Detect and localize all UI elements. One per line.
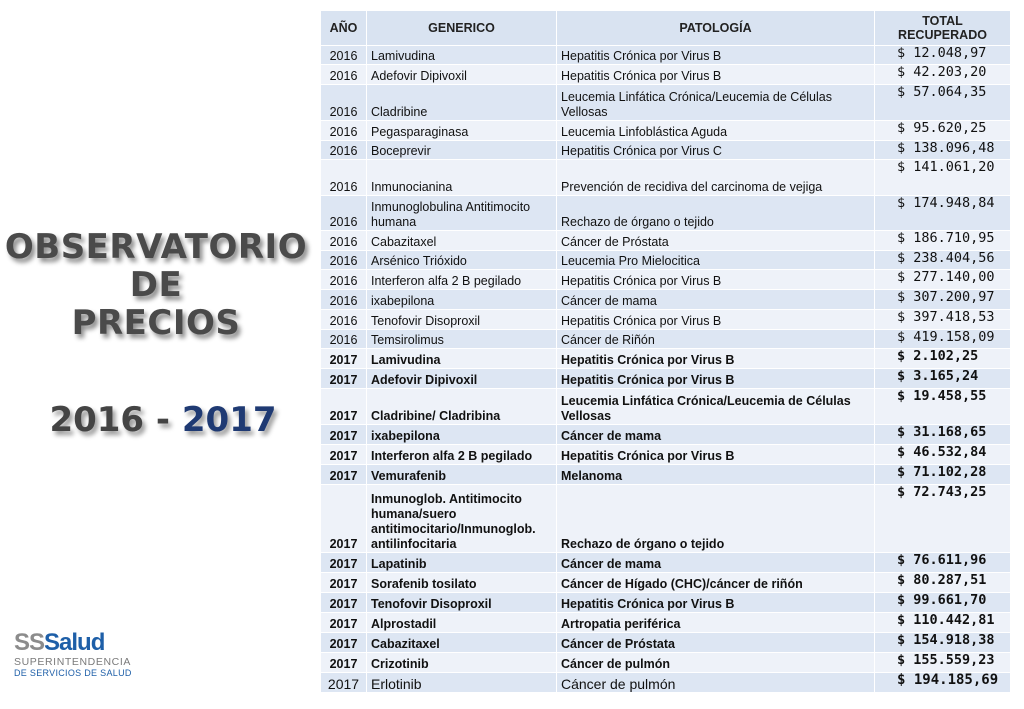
table-row <box>321 141 1011 160</box>
pathology-cell: Cáncer de mama <box>557 425 875 445</box>
generic-cell: Tenofovir Disoproxil <box>367 310 557 330</box>
generic-cell: Cladribine <box>367 85 557 121</box>
pathology-cell: Leucemia Pro Mielocitica <box>557 251 875 270</box>
year-cell: 2017 <box>321 673 367 693</box>
generic-cell: Interferon alfa 2 B pegilado <box>367 270 557 290</box>
total-cell: $ 2.102,25 <box>875 349 1011 369</box>
pathology-cell: Leucemia Linfática Crónica/Leucemia de Células Vellosas <box>557 85 875 121</box>
total-cell: $ 19.458,55 <box>875 389 1011 425</box>
table-row <box>321 369 1011 389</box>
year-cell: 2016 <box>321 251 367 270</box>
generic-cell: Inmunocianina <box>367 160 557 196</box>
table-row <box>321 485 1011 553</box>
total-cell: $ 71.102,28 <box>875 465 1011 485</box>
generic-cell: ixabepilona <box>367 290 557 310</box>
pathology-cell: Cáncer de Próstata <box>557 633 875 653</box>
year-start: 2016 <box>49 400 145 440</box>
table-row <box>321 65 1011 85</box>
year-cell: 2017 <box>321 425 367 445</box>
year-separator: - <box>144 400 182 440</box>
sssalud-logo <box>14 629 134 679</box>
logo-subtitle-2: DE SERVICIOS DE SALUD <box>14 668 132 678</box>
title-line-2: DE <box>129 265 183 305</box>
total-cell: $ 95.620,25 <box>875 121 1011 141</box>
total-cell: $ 419.158,09 <box>875 330 1011 349</box>
year-cell: 2017 <box>321 465 367 485</box>
header-generic: GENERICO <box>367 11 557 46</box>
generic-cell: Lapatinib <box>367 553 557 573</box>
table-row <box>321 349 1011 369</box>
total-cell: $ 186.710,95 <box>875 231 1011 251</box>
total-cell: $ 31.168,65 <box>875 425 1011 445</box>
table-row <box>321 251 1011 270</box>
year-cell: 2017 <box>321 389 367 425</box>
generic-cell: Tenofovir Disoproxil <box>367 593 557 613</box>
slide-title <box>0 228 312 342</box>
table-row <box>321 270 1011 290</box>
year-cell: 2017 <box>321 349 367 369</box>
pathology-cell: Hepatitis Crónica por Virus B <box>557 369 875 389</box>
pathology-cell: Cáncer de pulmón <box>557 673 875 693</box>
table-header-row <box>321 11 1011 46</box>
pathology-cell: Cáncer de Riñón <box>557 330 875 349</box>
generic-cell: Temsirolimus <box>367 330 557 349</box>
total-cell: $ 194.185,69 <box>875 673 1011 693</box>
generic-cell: Cladribine/ Cladribina <box>367 389 557 425</box>
pathology-cell: Cáncer de Hígado (CHC)/cáncer de riñón <box>557 573 875 593</box>
pathology-cell: Cáncer de Próstata <box>557 231 875 251</box>
price-table <box>320 10 1011 693</box>
total-cell: $ 110.442,81 <box>875 613 1011 633</box>
table-row <box>321 553 1011 573</box>
year-end: 2017 <box>181 400 277 440</box>
pathology-cell: Leucemia Linfática Crónica/Leucemia de Células Vellosas <box>557 389 875 425</box>
total-cell: $ 277.140,00 <box>875 270 1011 290</box>
year-cell: 2017 <box>321 445 367 465</box>
table-row <box>321 231 1011 251</box>
generic-cell: Adefovir Dipivoxil <box>367 65 557 85</box>
table-row <box>321 310 1011 330</box>
pathology-cell: Hepatitis Crónica por Virus B <box>557 349 875 369</box>
total-cell: $ 3.165,24 <box>875 369 1011 389</box>
total-cell: $ 57.064,35 <box>875 85 1011 121</box>
table-row <box>321 613 1011 633</box>
year-cell: 2016 <box>321 231 367 251</box>
table-row <box>321 653 1011 673</box>
pathology-cell: Prevención de recidiva del carcinoma de vejiga <box>557 160 875 196</box>
generic-cell: Interferon alfa 2 B pegilado <box>367 445 557 465</box>
total-cell: $ 138.096,48 <box>875 141 1011 160</box>
year-cell: 2016 <box>321 85 367 121</box>
table-row <box>321 445 1011 465</box>
pathology-cell: Cáncer de pulmón <box>557 653 875 673</box>
table-row <box>321 121 1011 141</box>
generic-cell: Alprostadil <box>367 613 557 633</box>
generic-cell: Lamivudina <box>367 349 557 369</box>
table-row <box>321 633 1011 653</box>
generic-cell: Pegasparaginasa <box>367 121 557 141</box>
pathology-cell: Leucemia Linfoblástica Aguda <box>557 121 875 141</box>
title-line-1: OBSERVATORIO <box>4 227 308 267</box>
total-cell: $ 72.743,25 <box>875 485 1011 553</box>
generic-cell: Vemurafenib <box>367 465 557 485</box>
header-pathology: PATOLOGÍA <box>557 11 875 46</box>
year-cell: 2017 <box>321 613 367 633</box>
header-total: TOTAL RECUPERADO <box>875 11 1011 46</box>
table-row <box>321 465 1011 485</box>
total-cell: $ 80.287,51 <box>875 573 1011 593</box>
year-cell: 2016 <box>321 270 367 290</box>
pathology-cell: Hepatitis Crónica por Virus B <box>557 270 875 290</box>
title-line-3: PRECIOS <box>71 303 241 343</box>
logo-subtitle-1: SUPERINTENDENCIA <box>14 656 131 668</box>
table-row <box>321 290 1011 310</box>
year-cell: 2016 <box>321 141 367 160</box>
total-cell: $ 99.661,70 <box>875 593 1011 613</box>
total-cell: $ 397.418,53 <box>875 310 1011 330</box>
table-body <box>321 46 1011 693</box>
total-cell: $ 238.404,56 <box>875 251 1011 270</box>
pathology-cell: Cáncer de mama <box>557 553 875 573</box>
year-cell: 2016 <box>321 46 367 65</box>
pathology-cell: Cáncer de mama <box>557 290 875 310</box>
pathology-cell: Hepatitis Crónica por Virus B <box>557 310 875 330</box>
table-row <box>321 46 1011 65</box>
year-cell: 2017 <box>321 573 367 593</box>
pathology-cell: Hepatitis Crónica por Virus B <box>557 445 875 465</box>
pathology-cell: Hepatitis Crónica por Virus C <box>557 141 875 160</box>
pathology-cell: Hepatitis Crónica por Virus B <box>557 46 875 65</box>
generic-cell: Erlotinib <box>367 673 557 693</box>
generic-cell: Arsénico Trióxido <box>367 251 557 270</box>
generic-cell: Sorafenib tosilato <box>367 573 557 593</box>
year-cell: 2016 <box>321 160 367 196</box>
table-row <box>321 196 1011 231</box>
table-row <box>321 330 1011 349</box>
year-cell: 2017 <box>321 593 367 613</box>
table-row <box>321 425 1011 445</box>
total-cell: $ 46.532,84 <box>875 445 1011 465</box>
year-cell: 2017 <box>321 485 367 553</box>
pathology-cell: Rechazo de órgano o tejido <box>557 485 875 553</box>
total-cell: $ 12.048,97 <box>875 46 1011 65</box>
logo-wordmark: SSSalud <box>14 629 105 656</box>
year-cell: 2016 <box>321 65 367 85</box>
generic-cell: Boceprevir <box>367 141 557 160</box>
header-year: AÑO <box>321 11 367 46</box>
year-cell: 2017 <box>321 653 367 673</box>
generic-cell: Inmunoglob. Antitimocito humana/suero antitimocitario/Inmunoglob. antilinfocitaria <box>367 485 557 553</box>
generic-cell: Crizotinib <box>367 653 557 673</box>
generic-cell: Lamivudina <box>367 46 557 65</box>
total-cell: $ 141.061,20 <box>875 160 1011 196</box>
generic-cell: Adefovir Dipivoxil <box>367 369 557 389</box>
year-range <box>0 400 326 440</box>
pathology-cell: Hepatitis Crónica por Virus B <box>557 65 875 85</box>
table-row <box>321 673 1011 693</box>
year-cell: 2017 <box>321 633 367 653</box>
table-row <box>321 160 1011 196</box>
total-cell: $ 155.559,23 <box>875 653 1011 673</box>
year-cell: 2016 <box>321 310 367 330</box>
pathology-cell: Hepatitis Crónica por Virus B <box>557 593 875 613</box>
year-cell: 2017 <box>321 369 367 389</box>
total-cell: $ 154.918,38 <box>875 633 1011 653</box>
generic-cell: Cabazitaxel <box>367 231 557 251</box>
total-cell: $ 307.200,97 <box>875 290 1011 310</box>
year-cell: 2016 <box>321 290 367 310</box>
table-row <box>321 573 1011 593</box>
generic-cell: Inmunoglobulina Antitimocito humana <box>367 196 557 231</box>
table-row <box>321 389 1011 425</box>
pathology-cell: Rechazo de órgano o tejido <box>557 196 875 231</box>
total-cell: $ 42.203,20 <box>875 65 1011 85</box>
year-cell: 2016 <box>321 121 367 141</box>
table-row <box>321 85 1011 121</box>
generic-cell: Cabazitaxel <box>367 633 557 653</box>
generic-cell: ixabepilona <box>367 425 557 445</box>
total-cell: $ 174.948,84 <box>875 196 1011 231</box>
pathology-cell: Melanoma <box>557 465 875 485</box>
pathology-cell: Artropatia periférica <box>557 613 875 633</box>
table-row <box>321 593 1011 613</box>
year-cell: 2017 <box>321 553 367 573</box>
year-cell: 2016 <box>321 330 367 349</box>
total-cell: $ 76.611,96 <box>875 553 1011 573</box>
year-cell: 2016 <box>321 196 367 231</box>
